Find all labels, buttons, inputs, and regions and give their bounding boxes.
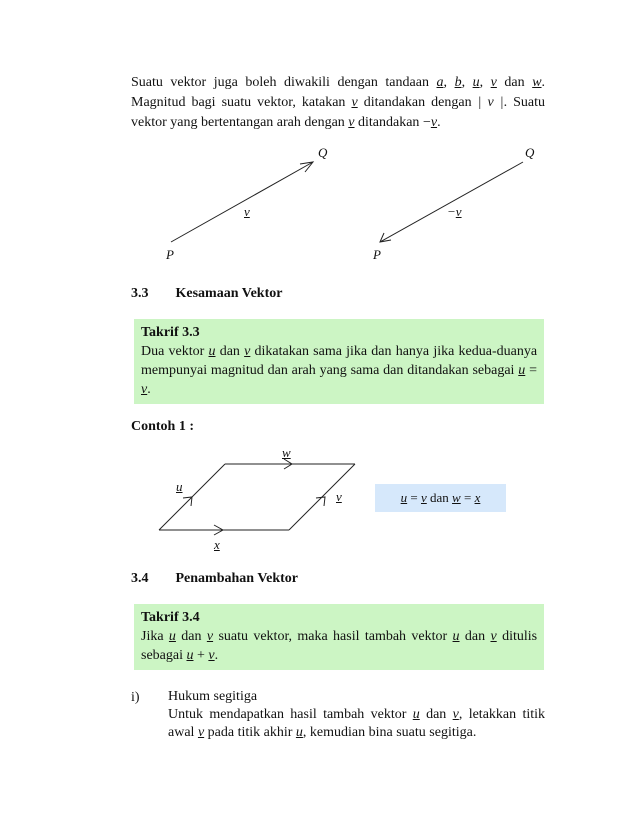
- vector-v-arrow: [289, 464, 355, 530]
- point-q-left: Q: [318, 145, 328, 160]
- section-number: 3.4: [131, 571, 149, 586]
- intro-text-1: Suatu vektor juga boleh diwakili dengan tandaan: [131, 75, 429, 90]
- symbol-a: a: [436, 75, 444, 90]
- label-u: u: [176, 479, 183, 494]
- neg-v-symbol: v: [455, 204, 462, 219]
- symbol-neg-v: v: [430, 115, 438, 130]
- magnitude-v: | v |: [477, 95, 504, 110]
- intro-paragraph: Suatu vektor juga boleh diwakili dengan tandaan a, b, u, v dan w. Magnitud bagi suatu vektor, katakan v ditandakan dengan | v |. Suatu vektor yang bertentangan arah dengan v ditandakan −v.: [131, 75, 546, 130]
- symbol-u: u: [472, 75, 480, 90]
- section-number: 3.3: [131, 286, 149, 301]
- minus-sign: −: [422, 115, 431, 130]
- symbol-b: b: [454, 75, 462, 90]
- intro-text-2: Magnitud bagi suatu vektor, katakan: [131, 95, 346, 110]
- section-title: Penambahan Vektor: [175, 571, 299, 586]
- takrif-3-4-box: [134, 604, 544, 670]
- intro-text-4: . Suatu vektor yang bertentangan arah dengan: [131, 95, 546, 130]
- neg-sign: −: [447, 204, 456, 219]
- point-p-right: P: [373, 247, 381, 262]
- symbol-v-2: v: [351, 95, 358, 110]
- vector-x-arrow: [159, 525, 289, 535]
- takrif-title: Takrif 3.4: [141, 610, 200, 625]
- section-title: Kesamaan Vektor: [175, 286, 283, 301]
- equality-box: u = v dan w = x: [375, 484, 506, 512]
- point-q-right: Q: [525, 145, 535, 160]
- symbol-v-3: v: [348, 115, 355, 130]
- item-title: Hukum segitiga: [168, 689, 258, 704]
- label-v: v: [336, 489, 342, 504]
- label-w: w: [282, 445, 291, 460]
- item-marker: i): [131, 690, 140, 705]
- item-text: Untuk mendapatkan hasil tambah vektor u dan v, letakkan titik awal v pada titik akhir u, kemudian bina suatu segitiga.: [168, 707, 546, 740]
- symbol-v: v: [490, 75, 497, 90]
- takrif-body: Jika u dan v suatu vektor, maka hasil tambah vektor u dan v ditulis sebagai u + v.: [141, 629, 538, 663]
- vector-v-label: v: [244, 204, 250, 219]
- takrif-body: Dua vektor u dan v dikatakan sama jika dan hanya jika kedua-duanya mempunyai magnitud dan arah yang sama dan ditandakan sebagai u = v.: [141, 344, 538, 397]
- point-p-left: P: [166, 247, 174, 262]
- label-x: x: [214, 537, 220, 552]
- symbol-w: w: [532, 75, 542, 90]
- contoh-label: Contoh 1 :: [131, 419, 195, 434]
- intro-dan: dan: [504, 75, 525, 90]
- section-3-4-heading: [131, 570, 298, 588]
- intro-text-3: ditandakan dengan: [363, 95, 472, 110]
- vector-w-arrow: [225, 459, 355, 469]
- item-i-body: [168, 688, 545, 742]
- intro-text-5: ditandakan: [358, 115, 420, 130]
- vector-u-arrow: [159, 464, 225, 530]
- takrif-title: Takrif 3.3: [141, 325, 200, 340]
